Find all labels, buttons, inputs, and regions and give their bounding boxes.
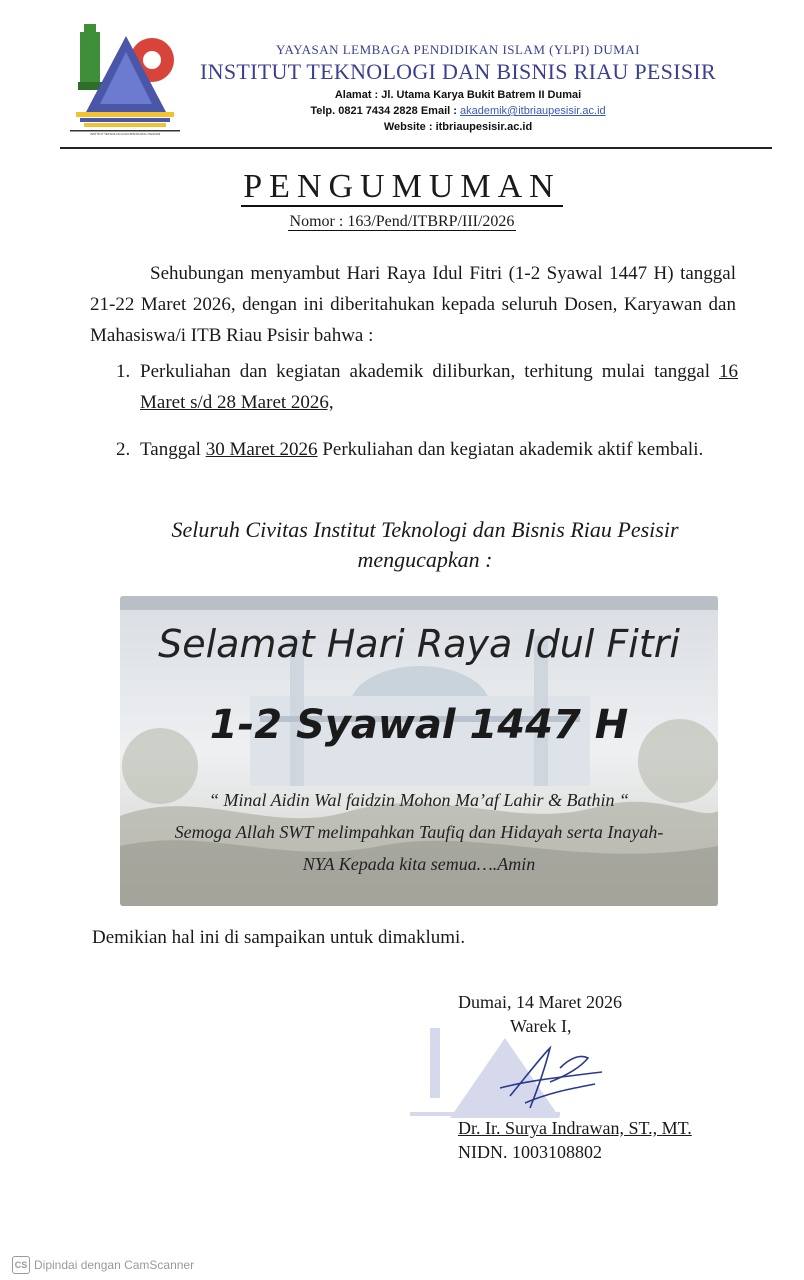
list-number: 1. — [116, 361, 131, 382]
camscanner-icon: CS — [12, 1256, 30, 1274]
banner-wish-line-1: “ Minal Aidin Wal faidzin Mohon Ma’af Lahir & Bathin “ — [208, 790, 630, 810]
banner-title: Selamat Hari Raya Idul Fitri — [158, 622, 680, 666]
institute-logo — [66, 22, 184, 140]
eid-greeting-banner — [120, 596, 718, 906]
faded-logo-icon — [410, 1028, 560, 1118]
closing-sentence: Demikian hal ini di sampaikan untuk dimaklumi. — [92, 927, 466, 948]
institute-name: INSTITUT TEKNOLOGI DAN BISNIS RIAU PESISIR — [200, 59, 716, 84]
resume-date: 30 Maret 2026 — [205, 439, 318, 460]
document-number — [0, 213, 804, 231]
scanner-watermark — [12, 1256, 194, 1274]
phone: Telp. 0821 7434 2828 — [310, 105, 418, 117]
contact-block — [178, 87, 738, 135]
holiday-dates: 16 Maret s/d 28 Maret 2026, — [140, 361, 738, 413]
signature-stamp — [410, 1018, 610, 1122]
foundation-name: YAYASAN LEMBAGA PENDIDIKAN ISLAM (YLPI) DUMAI — [276, 42, 640, 57]
place-date: Dumai, 14 Maret 2026 — [458, 992, 622, 1012]
document-title — [0, 168, 804, 206]
email-link[interactable]: akademik@itbriaupesisir.ac.id — [459, 105, 606, 117]
address-line: Alamat : Jl. Utama Karya Bukit Batrem II Dumai — [334, 89, 582, 101]
nomor-text: Nomor : 163/Pend/ITBRP/III/2026 — [289, 213, 515, 230]
list-text — [140, 356, 738, 418]
greeting-line-1: Seluruh Civitas Institut Teknologi dan Bisnis Riau Pesisir — [171, 517, 679, 542]
list-text-b: Perkuliahan dan kegiatan akademik aktif kembali. — [317, 439, 704, 460]
list-number: 2. — [116, 439, 131, 460]
email-label: Email : — [420, 105, 457, 117]
banner-wish-line-2: Semoga Allah SWT melimpahkan Taufiq dan Hidayah serta Inayah- — [174, 822, 664, 842]
title-text: PENGUMUMAN — [243, 168, 561, 205]
signer-name: Dr. Ir. Surya Indrawan, ST., MT. — [458, 1118, 692, 1138]
signer-name-wrap — [458, 1118, 692, 1139]
list-item-1 — [116, 356, 738, 418]
list-text-a: Tanggal — [140, 439, 206, 460]
logo-caption: INSTITUT TEKNOLOGI DAN BISNIS RIAU PESISIR — [89, 132, 161, 136]
list-text — [140, 434, 738, 465]
intro-paragraph: Sehubungan menyambut Hari Raya Idul Fitri (1-2 Syawal 1447 H) tanggal 21-22 Maret 2026, dengan ini diberitahukan kepada seluruh Dosen, Karyawan dan Mahasiswa/i ITB Riau Psisir bahwa : — [90, 263, 736, 346]
signer-position: Warek I, — [510, 1016, 572, 1036]
banner-date: 1-2 Syawal 1447 H — [209, 702, 629, 748]
greeting-intro — [80, 515, 770, 575]
signer-nidn: NIDN. 1003108802 — [458, 1142, 602, 1162]
greeting-line-2: mengucapkan : — [357, 547, 493, 572]
banner-wishes — [120, 784, 718, 880]
letterhead-divider — [60, 147, 772, 149]
list-text-a: Perkuliahan dan kegiatan akademik diliburkan, terhitung mulai tanggal — [140, 361, 719, 382]
watermark-text: Dipindai dengan CamScanner — [34, 1258, 195, 1272]
website-line: Website : itbriaupesisir.ac.id — [383, 121, 533, 133]
list-item-2 — [116, 434, 738, 465]
phone-email-line — [178, 103, 738, 119]
banner-wish-line-3: NYA Kepada kita semua….Amin — [302, 854, 536, 874]
